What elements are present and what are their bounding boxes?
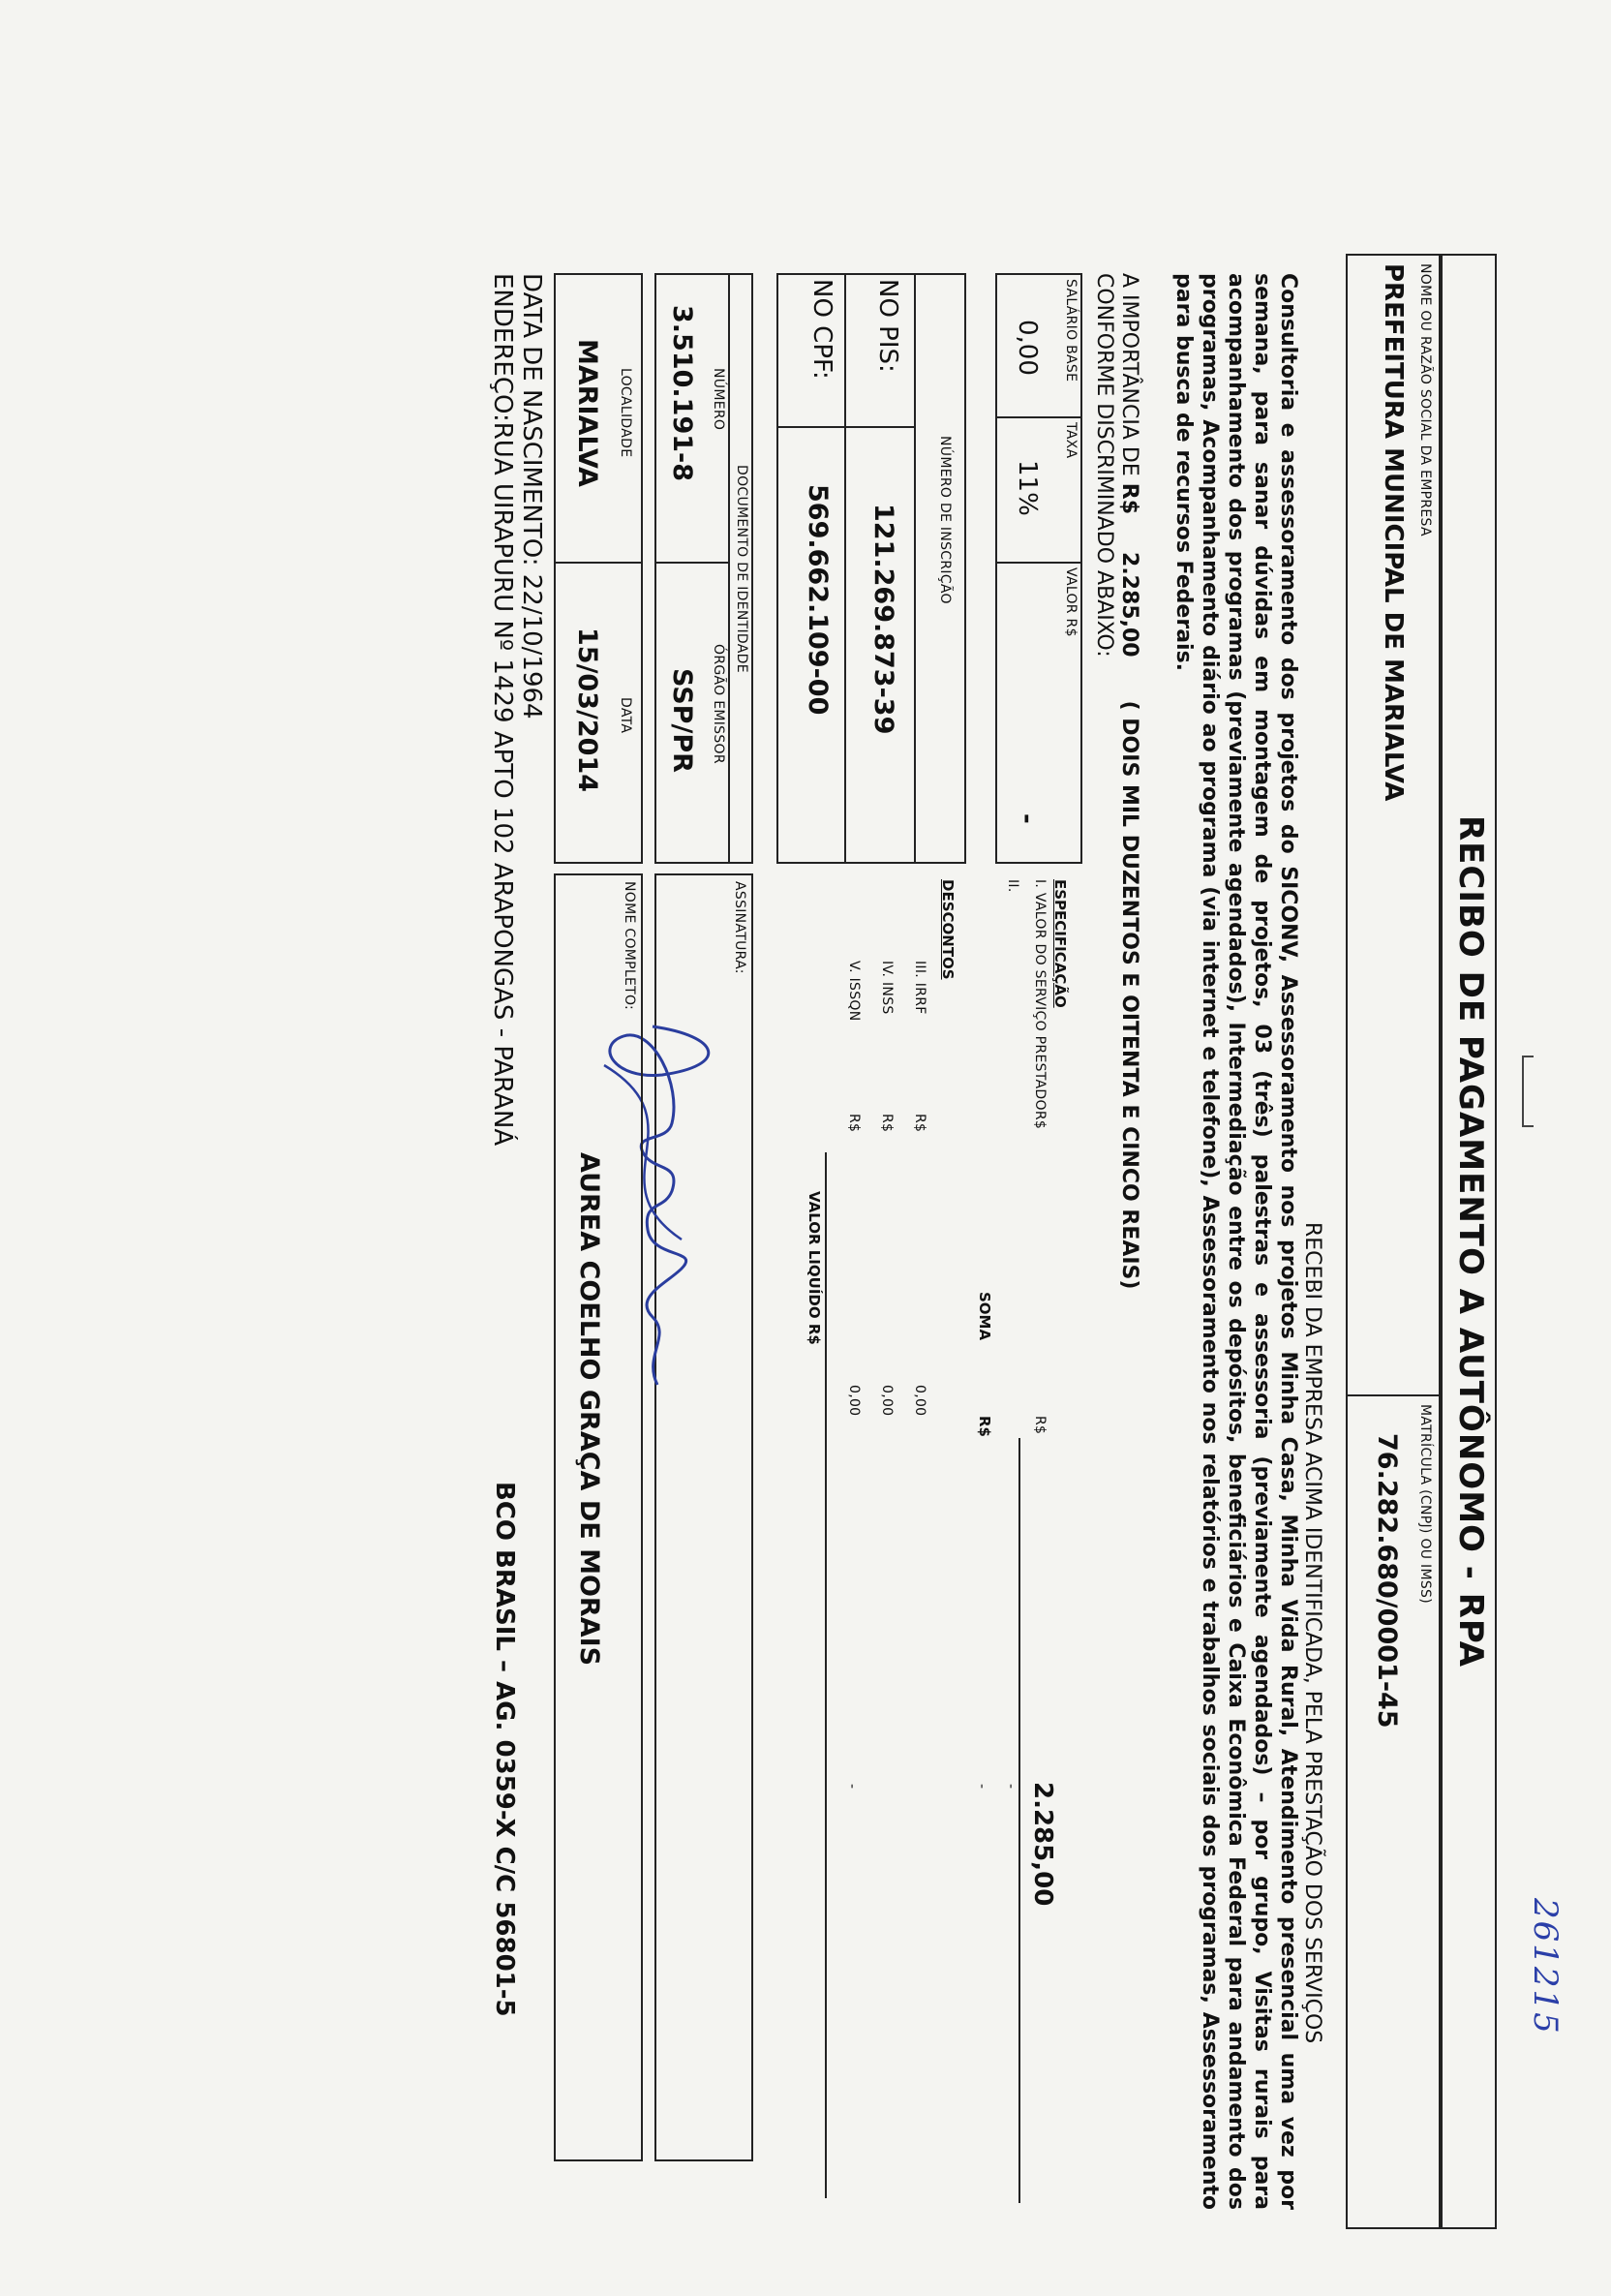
banco-text: BCO BRASIL – AG. 0359-X C/C 56801-5	[490, 1482, 519, 2017]
salary-taxa-value: 11%	[1013, 460, 1042, 516]
importancia-line	[1116, 273, 1142, 1289]
identidade-divider-v	[654, 562, 730, 564]
handwritten-number: 261215	[1526, 1898, 1565, 2036]
especificacao-item2-value: -	[1003, 1784, 1018, 1790]
company-name: PREFEITURA MUNICIPAL DE MARIALVA	[1379, 263, 1408, 802]
bracket-mark	[1522, 1056, 1534, 1127]
assinatura-label: ASSINATURA:	[732, 881, 747, 974]
irrf-value: 0,00	[912, 1385, 927, 1417]
salary-divider-2	[995, 562, 1082, 564]
issqn-value: 0,00	[846, 1385, 862, 1417]
salary-header-base: SALÁRIO BASE	[1063, 279, 1079, 383]
importancia-currency: R$	[1117, 482, 1141, 515]
identidade-orgao-label: ÓRGÃO EMISSOR	[711, 644, 726, 764]
descontos-title: DESCONTOS	[939, 879, 957, 980]
especificacao-item1-currency: R$	[1032, 1416, 1048, 1435]
cpf-value: 569.662.109-00	[803, 484, 833, 716]
nome-label: NOME COMPLETO:	[622, 881, 637, 1011]
data-label: DATA	[618, 697, 633, 734]
liquido-label: VALOR LIQUÍDO R$	[806, 1191, 823, 1345]
inscricao-header: NÚMERO DE INSCRIÇÃO	[937, 436, 953, 604]
inscricao-divider-h2	[844, 273, 846, 864]
especificacao-line	[1018, 1438, 1020, 2203]
company-label: NOME OU RAZÃO SOCIAL DA EMPRESA	[1417, 263, 1433, 536]
intro-text: RECEBI DA EMPRESA ACIMA IDENTIFICADA, PELA PRESTAÇÃO DOS SERVIÇOS	[1300, 1222, 1324, 2044]
inss-label: IV. INSS	[879, 961, 895, 1015]
descontos-line	[825, 1152, 827, 2198]
inss-value: 0,00	[879, 1385, 895, 1417]
especificacao-item2: II.	[1005, 879, 1020, 893]
pis-label: NO PIS:	[873, 279, 902, 373]
localidade-value: MARIALVA	[572, 339, 602, 487]
especificacao-item1-value: 2.285,00	[1028, 1782, 1057, 1907]
nascimento-text: DATA DE NASCIMENTO: 22/10/1964	[517, 273, 546, 719]
irrf-label: III. IRRF	[912, 961, 927, 1015]
company-divider	[1346, 1394, 1441, 1396]
identidade-numero-value: 3.510.191-8	[667, 305, 697, 482]
importancia-prefix: A IMPORTÂNCIA DE	[1117, 273, 1141, 476]
issqn-dash: -	[844, 1784, 860, 1790]
page-title: RECIBO DE PAGAMENTO A AUTÔNOMO - RPA	[1451, 814, 1490, 1668]
service-description: Consultoria e assessoramento dos projetos do SICONV, Assessoramento nos projetos Minha Casa, Minha Vida Rural, Atendimento presencial uma vez por semana, para sanar dúvidas em montagem de projetos, 03 (três) palestras e assessoria (previamente agendados) – por grupo, Visitas rurais para acompanhamento dos programas (previamente agendados), Intermediação entre os depósitos, beneficiários e Caixa Econômica Federal para andamento dos programas, Acompanhamento diário ao programa (via internet e telefone), Assessoramento nos relatórios e trabalhos sociais dos programas, Assessoramento para busca de recursos Federais.	[1171, 273, 1300, 2210]
identidade-orgao-value: SSP/PR	[667, 668, 697, 773]
nome-value: AUREA COELHO GRAÇA DE MORAIS	[574, 1152, 604, 1667]
identidade-numero-label: NÚMERO	[711, 368, 726, 431]
salary-base-value: 0,00	[1013, 320, 1042, 376]
irrf-currency: R$	[912, 1114, 927, 1133]
salary-header-valor: VALOR R$	[1063, 567, 1079, 637]
cpf-label: NO CPF:	[807, 279, 836, 380]
inss-currency: R$	[879, 1114, 895, 1133]
localidade-divider-v	[554, 562, 643, 564]
importancia-amount: 2.285,00	[1117, 552, 1141, 658]
especificacao-item1: I. VALOR DO SERVIÇO PRESTADOR$	[1032, 879, 1048, 1130]
matricula-label: MATRÍCULA (CNPJ) OU IMSS)	[1417, 1404, 1433, 1605]
localidade-label: LOCALIDADE	[618, 368, 633, 458]
matricula-value: 76.282.680/0001-45	[1372, 1433, 1402, 1729]
issqn-currency: R$	[846, 1114, 862, 1133]
salary-valor-value: -	[1013, 813, 1042, 824]
soma-label: SOMA	[976, 1292, 993, 1341]
endereco-text: ENDEREÇO:RUA UIRAPURU Nº 1429 APTO 102 ARAPONGAS - PARANÁ	[488, 273, 517, 1147]
soma-value: -	[974, 1784, 989, 1790]
importancia-extenso: ( DOIS MIL DUZENTOS E OITENTA E CINCO REAIS)	[1117, 700, 1141, 1290]
salary-divider-1	[995, 416, 1082, 418]
salary-header-taxa: TAXA	[1063, 422, 1079, 459]
conforme-text: CONFORME DISCRIMINADO ABAIXO:	[1092, 273, 1116, 658]
identidade-divider-h	[728, 273, 730, 864]
inscricao-divider-h1	[914, 273, 916, 864]
especificacao-title: ESPECIFICAÇÃO	[1051, 879, 1069, 1008]
soma-currency: R$	[976, 1416, 993, 1437]
pis-value: 121.269.873-39	[868, 504, 898, 735]
identidade-header: DOCUMENTO DE IDENTIDADE	[734, 465, 749, 673]
issqn-label: V. ISSQN	[846, 961, 862, 1022]
data-value: 15/03/2014	[572, 628, 602, 793]
inscricao-divider-v	[776, 426, 916, 428]
